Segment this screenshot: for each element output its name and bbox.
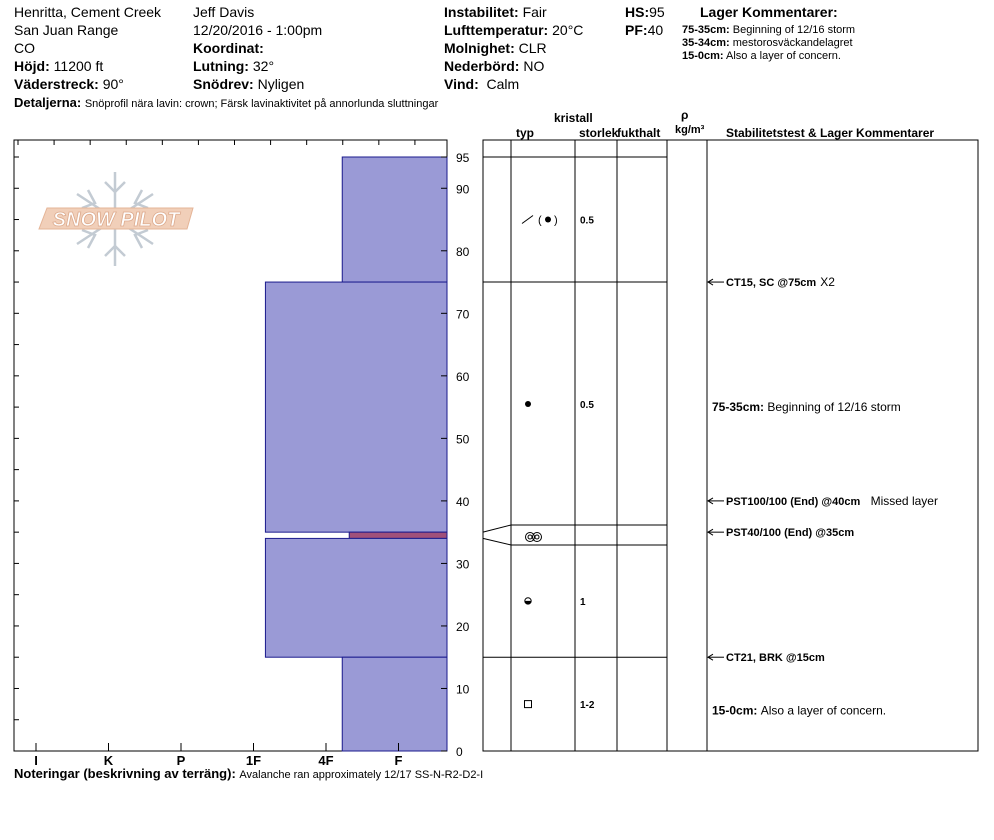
stability-test-note: Missed layer [870, 493, 938, 508]
coordinates: Koordinat: [193, 40, 264, 56]
hardness-bar [265, 538, 447, 657]
layer-connector [483, 525, 511, 532]
height-tick-label: 20 [456, 619, 470, 634]
grain-size-label: 1-2 [580, 700, 595, 712]
grain-type-symbol [522, 215, 558, 227]
grain-size-label: 0.5 [580, 215, 594, 227]
slope: Lutning: 32° [193, 58, 275, 74]
grain-type-symbol [525, 701, 532, 708]
snowpilot-logo [39, 172, 193, 266]
height-tick-label: 60 [456, 369, 470, 384]
size-column-header: storlek [579, 126, 619, 140]
location-name: Henritta, Cement Creek [14, 4, 162, 20]
hardness-tick-label: 4F [318, 753, 334, 768]
height-tick-label: 0 [456, 745, 463, 759]
grain-size-label: 1 [580, 596, 586, 608]
height-tick-label: 80 [456, 244, 470, 259]
stability-test-note: X2 [820, 275, 835, 290]
rounded-grain-icon [525, 401, 531, 407]
layer-comments-title: Lager Kommentarer: [700, 4, 838, 20]
layer-comment: 75-35cm: Beginning of 12/16 storm [682, 24, 856, 36]
penetration-foot: PF:40 [625, 22, 664, 38]
hardness-tick-label: K [103, 753, 114, 768]
profile-layer-comment: 75-35cm: Beginning of 12/16 storm [712, 400, 901, 415]
height-tick-label: 50 [456, 432, 470, 447]
type-column-header: typ [516, 126, 534, 140]
observer-name: Jeff Davis [193, 4, 255, 20]
height-tick-label: 40 [456, 494, 470, 509]
grain-type-symbol [525, 401, 531, 407]
precipitation: Nederbörd: NO [444, 58, 545, 74]
melt-form-icon [533, 533, 542, 542]
height-tick-label: 10 [456, 682, 470, 697]
hardness-tick-label: I [34, 753, 38, 768]
logo-text: SNOW PILOT [52, 209, 180, 231]
stability-test-label: PST40/100 (End) @35cm [726, 527, 855, 540]
hardness-layers [265, 157, 447, 751]
range-name: San Juan Range [14, 22, 119, 38]
faceted-grain-icon [525, 701, 532, 708]
stability-test-label: PST100/100 (End) @40cm [726, 495, 861, 508]
profile-layer-comment: 15-0cm: Also a layer of concern. [712, 703, 887, 718]
density-unit: kg/m³ [675, 124, 705, 136]
hardness-bar [265, 282, 447, 532]
sky-cover: Molnighet: CLR [444, 40, 547, 56]
layer-connector [483, 538, 511, 545]
observation-datetime: 12/20/2016 - 1:00pm [193, 22, 323, 38]
height-tick-label: 30 [456, 557, 470, 572]
hardness-tick-label: F [394, 753, 403, 768]
details: Detaljerna: Snöprofil nära lavin: crown; Färsk lavinaktivitet på annorlunda sluttningar [14, 95, 439, 110]
layer-comment: 15-0cm: Also a layer of concern. [682, 50, 841, 62]
aspect: Väderstreck: 90° [14, 76, 124, 92]
air-temperature: Lufttemperatur: 20°C [444, 22, 584, 38]
stability-test-label: CT15, SC @75cm [726, 277, 817, 290]
state-name: CO [14, 40, 35, 56]
paren-icon: ( [538, 214, 542, 227]
grain-type-symbol [525, 598, 531, 604]
hardness-tick-label: 1F [245, 753, 262, 768]
crystal-column-header: kristall [554, 111, 593, 125]
paren-icon: ) [554, 214, 558, 227]
table-column-dividers [511, 140, 707, 751]
hardness-bar [349, 532, 447, 538]
grain-size-label: 0.5 [580, 399, 594, 411]
stability-tests [708, 275, 938, 717]
notes: Noteringar (beskrivning av terräng): Avalanche ran approximately 12/17 SS-N-R2-D2-I [14, 766, 484, 781]
height-tick-label: 90 [456, 182, 470, 197]
rounded-grain-icon [545, 217, 551, 223]
layer-comment: 35-34cm: mestorosväckandelagret [682, 37, 853, 49]
snow-height: HS:95 [625, 4, 665, 20]
moisture-column-header: fukthalt [617, 126, 661, 140]
stability-test-label: CT21, BRK @15cm [726, 652, 825, 665]
hardness-tick-label: P [176, 753, 186, 768]
hardness-bar [342, 157, 447, 282]
height-tick-label: 70 [456, 307, 470, 322]
density-symbol: ρ [681, 108, 689, 122]
grain-type-symbol [526, 533, 542, 542]
decomposing-grain-icon [522, 216, 533, 224]
elevation: Höjd: 11200 ft [14, 58, 104, 74]
stability-column-header: Stabilitetstest & Lager Kommentarer [726, 126, 935, 140]
melt-form-icon [528, 535, 532, 539]
wind-loading: Snödrev: Nyligen [193, 76, 305, 92]
hardness-bar [342, 657, 447, 751]
melt-form-icon [535, 535, 539, 539]
stability: Instabilitet: Fair [444, 4, 547, 20]
wind: Vind: Calm [444, 76, 520, 92]
height-tick-label: 95 [456, 151, 470, 165]
